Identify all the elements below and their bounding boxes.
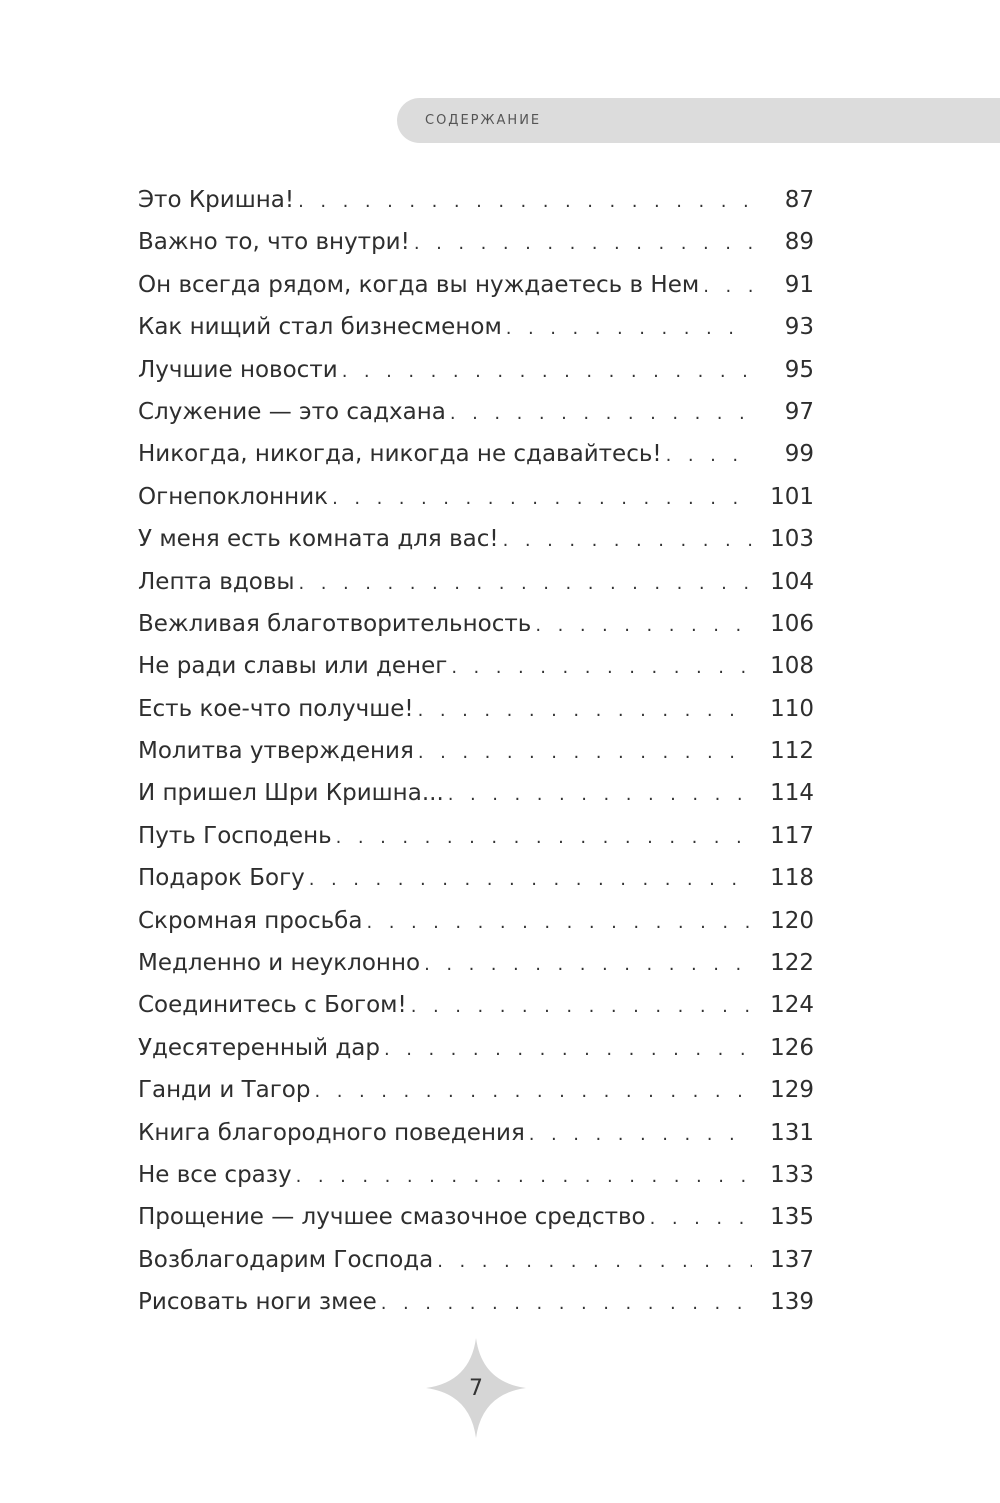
toc-entry-page: 103 xyxy=(770,526,814,553)
toc-entry xyxy=(138,1112,814,1154)
dot-leader xyxy=(666,435,752,477)
dot-leader xyxy=(314,1071,752,1113)
toc-entry-title: Он всегда рядом, когда вы нуждаетесь в Нем xyxy=(138,271,700,298)
toc-entry-page: 87 xyxy=(784,187,814,213)
toc-entry-page: 89 xyxy=(784,229,814,256)
toc-entry-title: Вежливая благотворительность xyxy=(138,610,532,637)
dot-leader xyxy=(381,1283,752,1325)
toc-entry xyxy=(138,1154,814,1196)
toc-entry-page: 124 xyxy=(770,992,814,1019)
toc-entry xyxy=(138,1196,814,1238)
toc-entry-title: Прощение — лучшее смазочное средство xyxy=(138,1204,646,1231)
toc-entry xyxy=(138,645,814,687)
toc-entry xyxy=(138,476,814,518)
toc-entry-title: И пришел Шри Кришна... xyxy=(138,780,444,807)
toc-entry xyxy=(138,349,814,391)
toc-entry-page: 126 xyxy=(770,1034,814,1061)
dot-leader xyxy=(309,859,752,901)
toc-entry-title: Книга благородного поведения xyxy=(138,1119,525,1146)
toc-entry-page: 95 xyxy=(784,356,814,383)
toc-entry xyxy=(138,306,814,348)
toc-entry xyxy=(138,264,814,306)
toc-entry-page: 97 xyxy=(784,398,814,425)
dot-leader xyxy=(451,647,752,689)
toc-entry-title: Скромная просьба xyxy=(138,907,363,934)
dot-leader xyxy=(529,1114,752,1156)
dot-leader xyxy=(418,690,752,732)
section-header-band xyxy=(397,98,1000,143)
dot-leader xyxy=(414,223,752,265)
dot-leader xyxy=(336,817,752,859)
dot-leader xyxy=(535,605,752,647)
toc-entry xyxy=(138,179,814,221)
toc-entry xyxy=(138,942,814,984)
toc-entry xyxy=(138,1069,814,1111)
toc-entry-page: 101 xyxy=(770,483,814,510)
toc-entry-title: Не все сразу xyxy=(138,1161,292,1188)
toc-entry-page: 118 xyxy=(770,865,814,892)
toc-entry-title: Лепта вдовы xyxy=(138,568,295,595)
dot-leader xyxy=(332,478,752,520)
toc-entry-title: Важно то, что внутри! xyxy=(138,229,410,256)
toc-entry xyxy=(138,561,814,603)
toc-entry-page: 104 xyxy=(770,568,814,595)
toc-entry-page: 129 xyxy=(770,1077,814,1104)
toc-entry-title: Рисовать ноги змее xyxy=(138,1289,377,1316)
toc-entry-page: 122 xyxy=(770,950,814,977)
section-title: СОДЕРЖАНИЕ xyxy=(425,113,542,128)
toc-entry xyxy=(138,1239,814,1281)
toc-entry-page: 133 xyxy=(770,1161,814,1188)
dot-leader xyxy=(418,732,752,774)
dot-leader xyxy=(411,986,752,1028)
toc-entry xyxy=(138,730,814,772)
toc-entry xyxy=(138,688,814,730)
toc-entry-title: Огнепоклонник xyxy=(138,483,329,510)
toc-entry-title: Ганди и Тагор xyxy=(138,1077,311,1104)
dot-leader xyxy=(437,1241,752,1283)
dot-leader xyxy=(450,393,752,435)
dot-leader xyxy=(424,944,752,986)
toc-entry-title: Служение — это садхана xyxy=(138,398,446,425)
toc-entry-title: Подарок Богу xyxy=(138,865,305,892)
toc-entry-title: Никогда, никогда, никогда не сдавайтесь! xyxy=(138,441,662,468)
toc-entry-title: Путь Господень xyxy=(138,822,332,849)
toc-entry-page: 137 xyxy=(770,1246,814,1273)
toc-entry-page: 117 xyxy=(770,822,814,849)
dot-leader xyxy=(448,774,752,816)
toc-entry-page: 114 xyxy=(770,780,814,807)
toc-entry-title: Медленно и неуклонно xyxy=(138,950,421,977)
toc-entry-page: 120 xyxy=(770,907,814,934)
dot-leader xyxy=(503,520,752,562)
dot-leader xyxy=(703,266,752,308)
toc-entry xyxy=(138,433,814,475)
toc-entry-title: Это Кришна! xyxy=(138,187,295,213)
toc-entry-title: Лучшие новости xyxy=(138,356,338,383)
toc-entry-page: 131 xyxy=(770,1119,814,1146)
dot-leader xyxy=(298,181,752,223)
toc-entry-page: 139 xyxy=(770,1289,814,1316)
toc-entry xyxy=(138,900,814,942)
toc-entry xyxy=(138,603,814,645)
dot-leader xyxy=(384,1029,752,1071)
toc-entry xyxy=(138,1281,814,1323)
toc-entry xyxy=(138,221,814,263)
toc-entry xyxy=(138,857,814,899)
toc-entry-page: 110 xyxy=(770,695,814,722)
dot-leader xyxy=(650,1198,752,1240)
toc-entry-page: 99 xyxy=(784,441,814,468)
dot-leader xyxy=(299,563,752,605)
toc-entry-page: 108 xyxy=(770,653,814,680)
toc-entry xyxy=(138,1027,814,1069)
toc-entry-title: Возблагодарим Господа xyxy=(138,1246,434,1273)
toc-entry-title: Не ради славы или денег xyxy=(138,653,448,680)
toc-entry xyxy=(138,518,814,560)
toc-entry xyxy=(138,815,814,857)
toc-entry-page: 112 xyxy=(770,738,814,765)
toc-entry-page: 91 xyxy=(784,271,814,298)
page-number-badge xyxy=(426,1338,526,1438)
toc-entry-title: Молитва утверждения xyxy=(138,738,414,765)
toc-entry-title: У меня есть комната для вас! xyxy=(138,526,499,553)
dot-leader xyxy=(342,351,752,393)
dot-leader xyxy=(296,1156,752,1198)
toc-entry-page: 93 xyxy=(784,314,814,341)
toc-entry-title: Удесятеренный дар xyxy=(138,1034,380,1061)
toc-entry xyxy=(138,984,814,1026)
toc-entry-page: 135 xyxy=(770,1204,814,1231)
toc-entry-title: Есть кое-что получше! xyxy=(138,695,414,722)
toc-entry-page: 106 xyxy=(770,610,814,637)
toc-entry-title: Соединитесь с Богом! xyxy=(138,992,407,1019)
toc-entry xyxy=(138,772,814,814)
page-number: 7 xyxy=(469,1375,483,1401)
toc-entry-title: Как нищий стал бизнесменом xyxy=(138,314,502,341)
dot-leader xyxy=(506,308,752,350)
table-of-contents xyxy=(138,179,814,1324)
dot-leader xyxy=(366,902,752,944)
toc-entry xyxy=(138,391,814,433)
